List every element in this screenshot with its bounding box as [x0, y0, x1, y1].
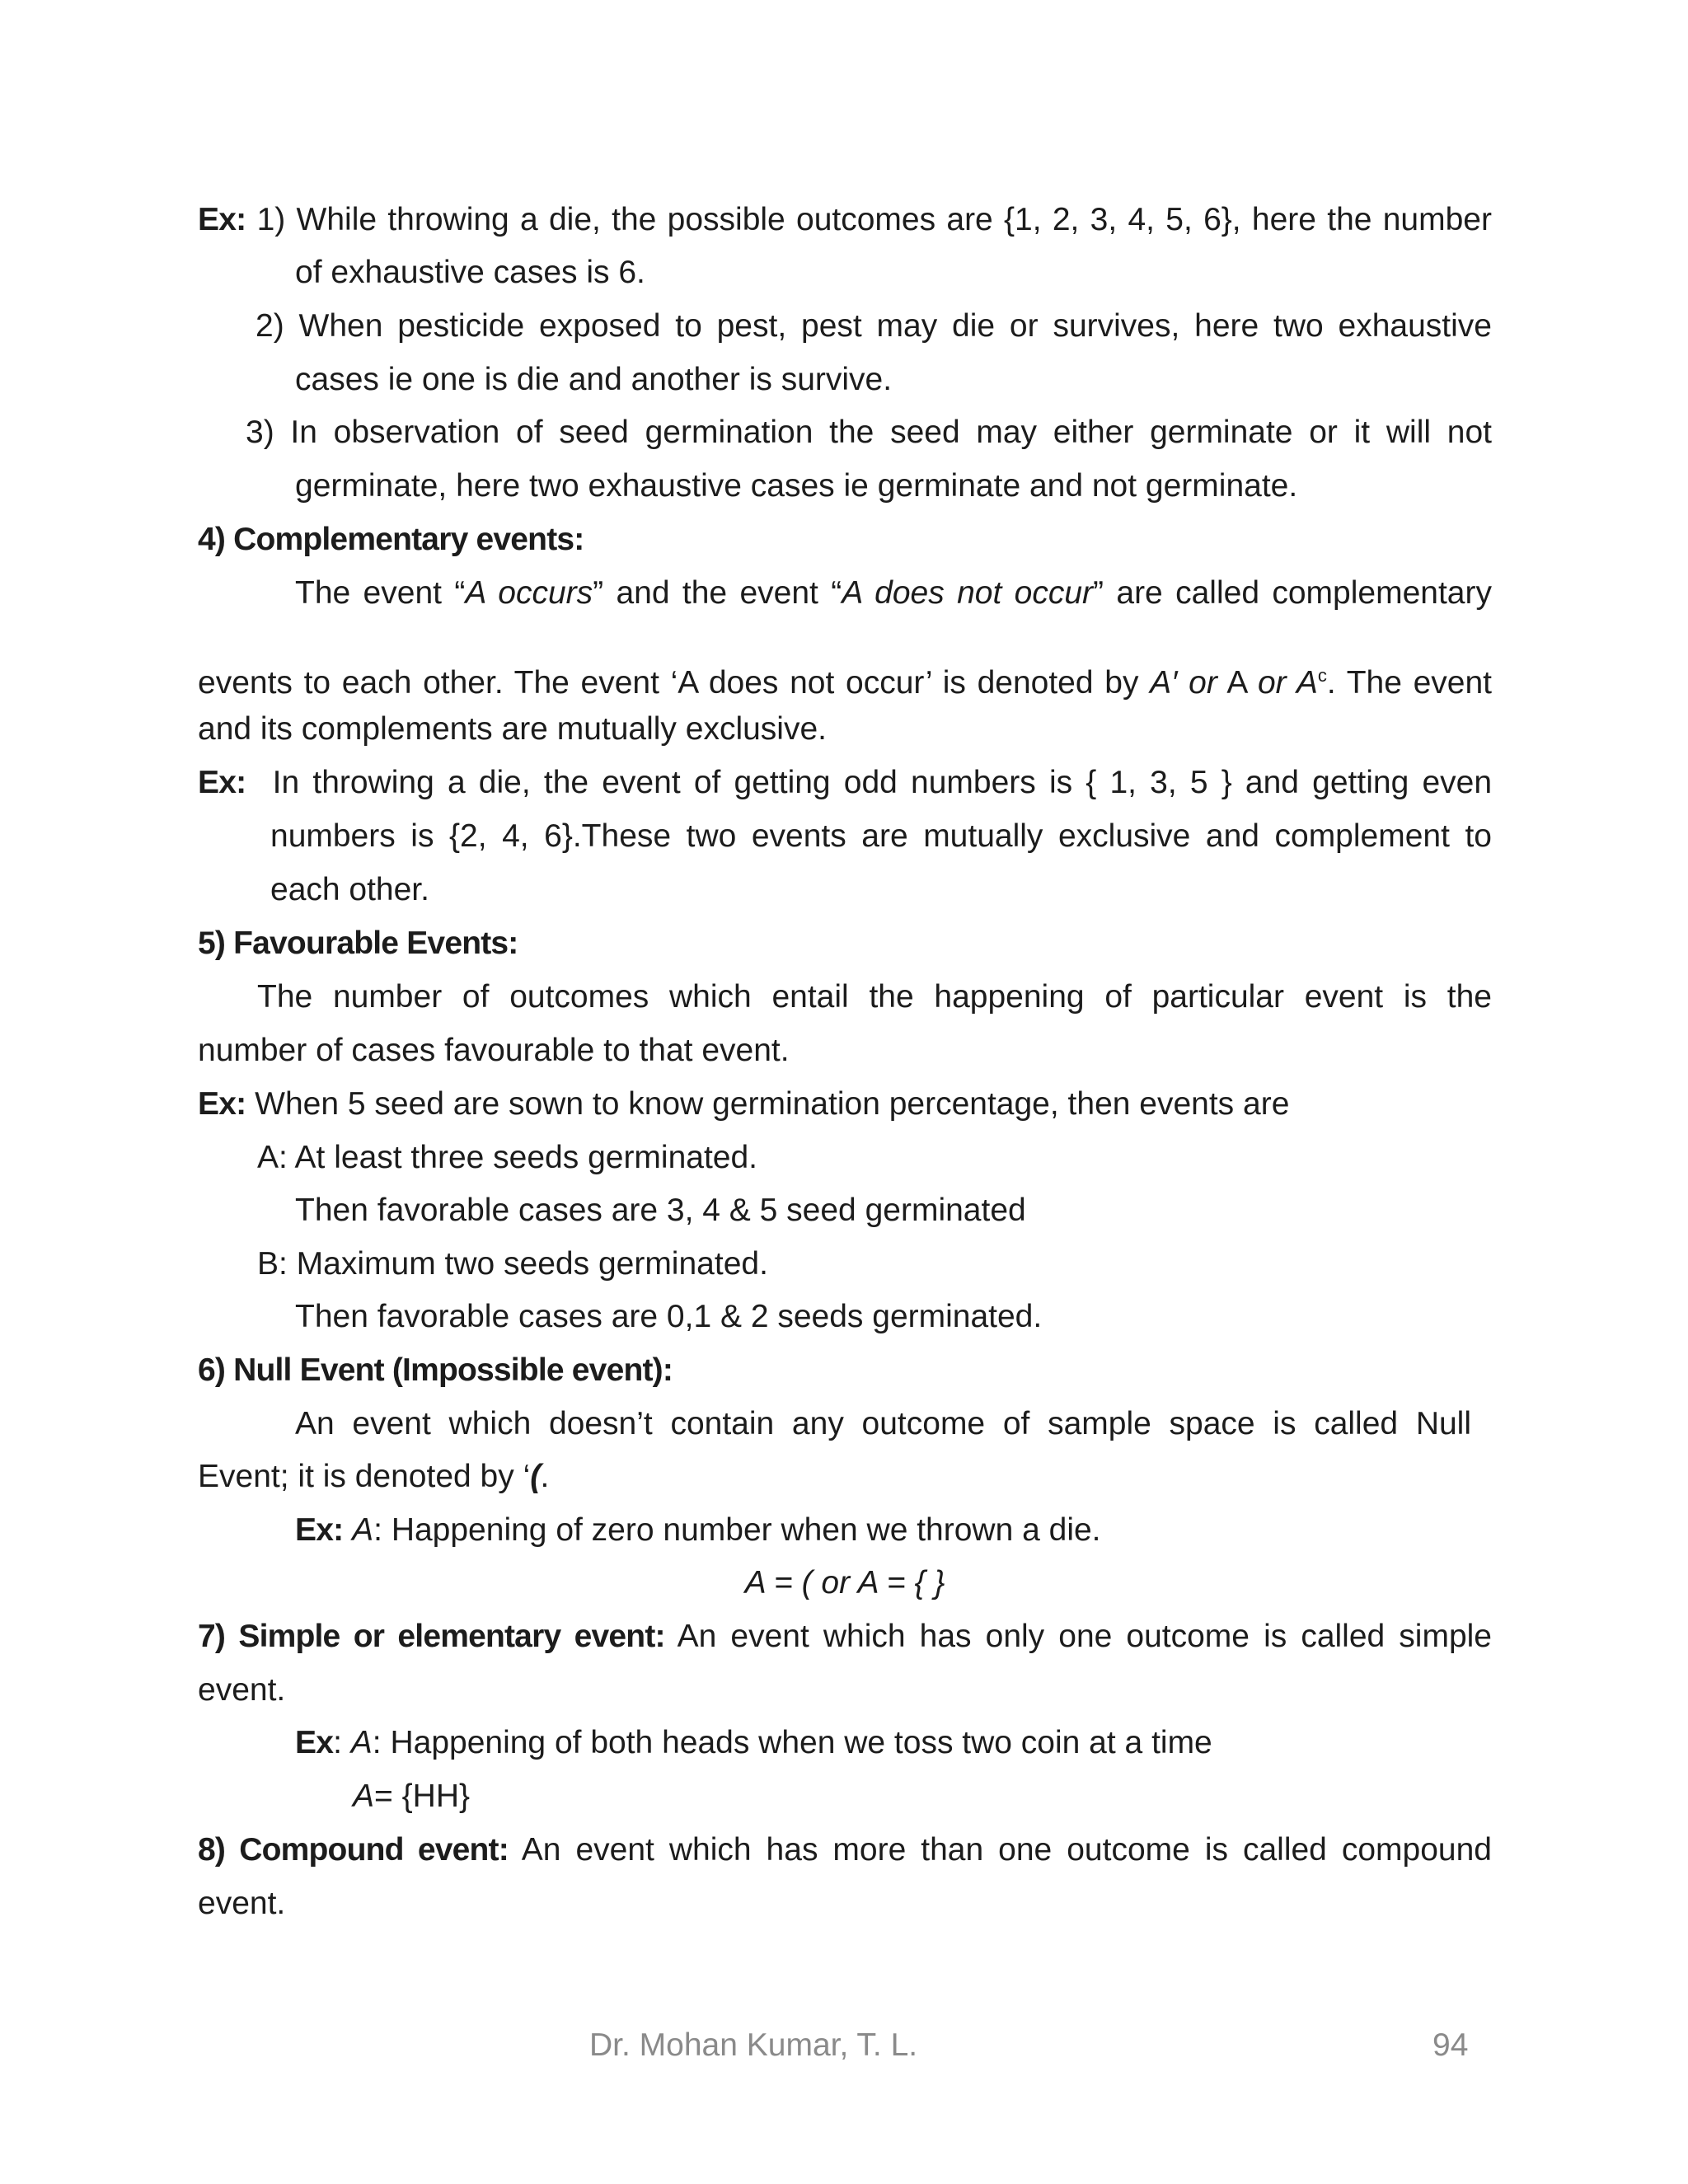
text-line: of exhaustive cases is 6. [295, 255, 645, 290]
text-span: 1) While throwing a die, the possible outcomes are {1, 2, 3, 4, 5, 6}, here the number [256, 202, 1492, 237]
text-line [198, 1084, 1492, 1125]
italic-text: A [352, 1512, 374, 1548]
text-line: number of cases favourable to that event. [198, 1033, 790, 1068]
text-line [198, 762, 1492, 804]
text-line: event. [198, 1672, 286, 1708]
text-line [295, 1510, 1492, 1551]
text-line [353, 1776, 1492, 1817]
text-span: An event which has more than one outcome is called compound [508, 1832, 1492, 1868]
section-heading: 8) Compound event: [198, 1832, 509, 1868]
italic-text: A [353, 1779, 375, 1814]
text-line: The number of outcomes which entail the happening of particular event is the [257, 979, 1492, 1015]
text-span: When 5 seed are sown to know germination percentage, then events are [246, 1086, 1290, 1122]
text-line: cases ie one is die and another is survive. [295, 362, 893, 397]
text-line: B: Maximum two seeds germinated. [257, 1246, 768, 1282]
text-line: 2) When pesticide exposed to pest, pest may die or survives, here two exhaustive [256, 308, 1492, 344]
italic-text: A [350, 1725, 373, 1760]
ex-label: Ex: [198, 765, 246, 800]
superscript: c [1317, 665, 1327, 686]
text-span: A [1217, 665, 1258, 701]
text-line: An event which doesn’t contain any outcome of sample space is called Null [295, 1406, 1471, 1441]
text-line [198, 1616, 1492, 1657]
null-symbol: ( [530, 1459, 541, 1494]
section-heading: 7) Simple or elementary event: [198, 1619, 665, 1654]
text-span: = {HH} [374, 1779, 471, 1814]
italic-text: A occurs [465, 575, 593, 611]
text-line [295, 1722, 1492, 1764]
text-span: Event; it is denoted by ‘ [198, 1459, 531, 1494]
equation: A = ( or A = { } [744, 1565, 945, 1601]
text-line: each other. [270, 872, 429, 907]
text-line: 3) In observation of seed germination the seed may either germinate or it will not [246, 415, 1492, 450]
text-line: numbers is {2, 4, 6}.These two events are mutually exclusive and complement to [270, 818, 1492, 854]
text-line: and its complements are mutually exclusive. [198, 711, 827, 747]
section-heading: 5) Favourable Events: [198, 926, 518, 961]
text-span: In throwing a die, the event of getting odd numbers is { 1, 3, 5 } and getting even [272, 765, 1493, 800]
text-span: : Happening of both heads when we toss two coin at a time [372, 1725, 1212, 1760]
text-span: . [540, 1459, 550, 1494]
text-line: germinate, here two exhaustive cases ie germinate and not germinate. [295, 468, 1298, 504]
text-span: An event which has only one outcome is called simple [664, 1619, 1492, 1654]
ex-label: Ex: [198, 202, 246, 237]
section-heading: 4) Complementary events: [198, 522, 584, 557]
footer-page-number: 94 [1432, 2027, 1469, 2063]
text-line: event. [198, 1886, 286, 1921]
italic-text: A′ or [1150, 665, 1217, 701]
footer-author: Dr. Mohan Kumar, T. L. [589, 2027, 918, 2063]
text-line [198, 655, 1492, 704]
text-line [198, 1456, 1492, 1497]
text-line: A: At least three seeds germinated. [257, 1140, 758, 1175]
text-span: : Happening of zero number when we thrown a die. [373, 1512, 1101, 1548]
ex-label: Ex [295, 1725, 334, 1760]
example-1-line [198, 199, 1492, 241]
text-span: ” and the event “ [593, 575, 842, 611]
text-span: . The event [1326, 665, 1492, 701]
text-span: : [333, 1725, 351, 1760]
ex-label: Ex: [198, 1086, 246, 1122]
section-heading: 6) Null Event (Impossible event): [198, 1352, 673, 1388]
text-span: events to each other. The event ‘A does not occur’ is denoted by [198, 665, 1151, 701]
text-line: Then favorable cases are 0,1 & 2 seeds germinated. [295, 1299, 1043, 1334]
text-line [198, 1830, 1492, 1871]
italic-text: A does not occur [842, 575, 1094, 611]
text-line [295, 573, 1492, 614]
text-span: The event “ [295, 575, 466, 611]
italic-text: or A [1257, 665, 1318, 701]
text-line: Then favorable cases are 3, 4 & 5 seed germinated [295, 1193, 1026, 1228]
ex-label: Ex: [295, 1512, 344, 1548]
text-span: ” are called complementary [1093, 575, 1492, 611]
